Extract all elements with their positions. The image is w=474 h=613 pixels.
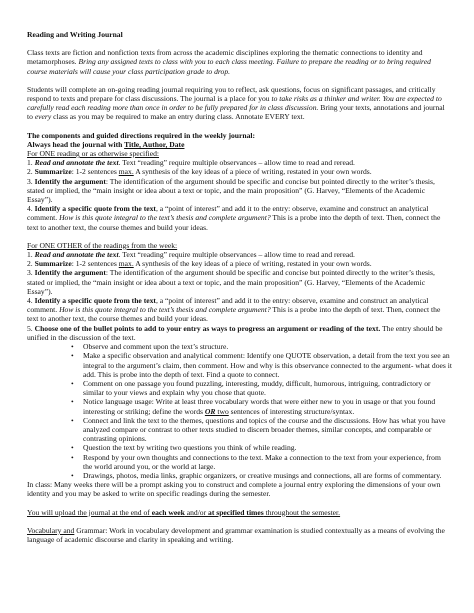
upload-text: and/or — [184, 507, 209, 517]
item-italic: How is this quote integral to the text’s thesis and complete argument? — [59, 305, 271, 315]
list-item: • Make a specific observation and analytical comment: Identify one QUOTE observation, a detail from the text you see an integral to the argument’s claim, then comment. How and why is this observance connected to the argument- what does it add. This is probe into the depth of text. Find a quote to connect. — [83, 351, 452, 379]
section2-item4 — [27, 296, 452, 324]
always-underlined: Title, Author, Date — [124, 139, 185, 149]
item-rest: : The identification of the argument should be specific and concise but pointed directly to the writer’s thesis, stated or implied, the “main insight or idea about a text or topic, and the main proposition” (G. Harvey, “Elements of the Academic Essay”). — [27, 268, 435, 296]
upload-text: You will upload the journal at the end of — [27, 507, 152, 517]
intro-paragraph — [27, 48, 452, 76]
section2-item2 — [27, 259, 452, 268]
item-bold: Identify a specific quote from the text — [34, 296, 156, 306]
item-number: 5. — [27, 323, 35, 333]
journal-italic-b: every — [34, 112, 52, 122]
item-bold-italic: Read and annotate the text — [34, 158, 119, 168]
item-italic: How is this quote integral to the text’s thesis and complete argument? — [59, 213, 271, 223]
item-bold: Identify the argument — [34, 268, 106, 278]
list-item: • Connect and link the text to the themes, questions and topics of the course and the discussions. How has what you have analyzed compare or contrast to other texts studied to discern broader themes, similar concepts, and comparable or contrasting opinions. — [83, 416, 452, 444]
section1-item1 — [27, 158, 452, 167]
in-class-paragraph: In class: Many weeks there will be a prompt asking you to construct and complete a journal entry exploring the dimensions of your own identity and you may be asked to write on specific readings during the semester. — [27, 480, 441, 499]
item-mid: : 1-2 sentences — [71, 259, 119, 269]
item-mid: , a “point of interest” and add it to the entry: observe, examine and construct an analytical comment. — [27, 204, 429, 223]
item-rest: A synthesis of the key ideas of a piece of writing, restated in your own words. — [133, 259, 372, 269]
bullet-list — [27, 342, 452, 480]
bullet-text: sentences of interesting structure/syntax. — [228, 406, 355, 416]
item-rest: A synthesis of the key ideas of a piece of writing, restated in your own words. — [133, 167, 372, 177]
item-bold: Summarize — [34, 259, 72, 269]
list-item: • Comment on one passage you found puzzling, interesting, muddy, difficult, humorous, intriguing, contradictory or similar to your views and explain why you chose that quote. — [83, 379, 452, 397]
section1-item3 — [27, 177, 452, 205]
upload-bold: at specified times — [208, 507, 264, 517]
item-bold: Summarize — [34, 167, 72, 177]
list-item: • Drawings, photos, media links, graphic organizers, or creative musings and connections, all are forms of commentary. — [83, 471, 452, 480]
vocab-paragraph — [27, 526, 452, 544]
item-rest: The entry should be unified in the discussion of the text. — [27, 323, 443, 342]
list-item: • Respond by your own thoughts and connections to the text. Make a connection to the text from your experience, from the world around you, or the world at large. — [83, 453, 452, 471]
journal-text-b: Bring your texts, annotations and journal to — [27, 103, 445, 122]
item-underlined: max. — [118, 167, 134, 177]
vocab-text: Grammar: Work in vocabulary development and grammar examination is studied contextually as a means of evolving the language of academic discourse and clarity in speaking and writing. — [27, 525, 445, 544]
intro-italic: Bring any assigned texts to class with you to each class meeting. Failure to prepare the reading or to bring required course materials will cause your class participation grade to drop. — [27, 57, 431, 76]
item-underlined: max. — [118, 259, 134, 269]
item-number: 3. — [27, 268, 35, 278]
intro-text: Class texts are fiction and nonfiction texts from across the academic disciplines exploring the thematic connections to identity and metamorphoses. — [27, 48, 423, 67]
page-title: Reading and Writing Journal — [27, 30, 123, 39]
journal-paragraph — [27, 85, 452, 122]
section2-item1 — [27, 250, 452, 259]
journal-text-a: Students will complete an on-going reading journal requiring you to reflect, ask questions, focus on significant passages, and critically respond to texts and prepare for class discussions. The journal is a place for you — [27, 84, 436, 104]
section1-label: For ONE reading or as otherwise specified: — [27, 149, 160, 159]
item-bold: Choose one of the bullet points to add to your entry as ways to progress an argument or reading of the text. — [34, 323, 381, 333]
item-number: 2. — [27, 259, 35, 269]
upload-bold: each week — [151, 507, 185, 517]
vocab-label: Vocabulary and — [27, 525, 75, 535]
item-bold-italic: Read and annotate the text — [34, 250, 119, 260]
item-rest: : The identification of the argument should be specific and concise but pointed directly to the writer’s thesis, stated or implied, the “main insight or idea about a text or topic, and the main proposition” (G. Harvey, “Elements of the Academic Essay”). — [27, 176, 435, 205]
item-number: 1. — [27, 250, 35, 260]
bullet-or: OR — [204, 406, 216, 416]
item-number: 3. — [27, 176, 35, 186]
item-number: 4. — [27, 204, 35, 214]
list-item: • Observe and comment upon the text’s structure. — [83, 342, 452, 351]
list-item: • Question the text by writing two questions you think of while reading. — [83, 443, 452, 452]
bullet-text: Notice language usage: Write at least three vocabulary words that were either new to you in usage or that you found interesting or striking; define the words — [83, 397, 436, 416]
item-mid: : 1-2 sentences — [71, 167, 119, 177]
item-rest: . Text “reading” require multiple observances – allow time to read and reread. — [118, 158, 355, 168]
item-number: 2. — [27, 167, 35, 177]
section1-item4 — [27, 204, 452, 232]
upload-paragraph — [27, 508, 452, 517]
list-item — [83, 397, 452, 415]
section1-item2 — [27, 167, 452, 176]
always-heading — [27, 140, 452, 149]
item-number: 1. — [27, 158, 35, 168]
always-prefix: Always head the journal with — [27, 139, 125, 149]
section2-label: For ONE OTHER of the readings from the week: — [27, 240, 178, 250]
item-rest: . Text “reading” require multiple observances – allow time to read and reread. — [118, 250, 355, 260]
item-rest: This is a probe into the depth of text. Then, connect the text to another text, the course themes and build your ideas. — [27, 305, 441, 324]
item-bold: Identify a specific quote from the text — [34, 204, 156, 214]
section2-item5 — [27, 324, 452, 342]
item-mid: , a “point of interest” and add it to the entry: observe, examine and construct an analytical comment. — [27, 296, 429, 315]
journal-italic-a: to take risks as a thinker and writer. You are expected to carefully read each reading more than once in order to be fully prepared for in class discussion. — [27, 94, 442, 113]
item-bold: Identify the argument — [34, 176, 106, 186]
item-rest: This is a probe into the depth of text. Then, connect the text to another text, the course themes and build your ideas. — [27, 213, 441, 232]
components-heading: The components and guided directions required in the weekly journal: — [27, 130, 256, 140]
bullet-underlined: two — [215, 406, 229, 416]
journal-text-c: class as you may be required to make an entry during class. Annotate EVERY text. — [51, 112, 305, 122]
upload-text: throughout the semester. — [263, 507, 341, 517]
item-number: 4. — [27, 296, 35, 306]
section2-item3 — [27, 268, 452, 296]
